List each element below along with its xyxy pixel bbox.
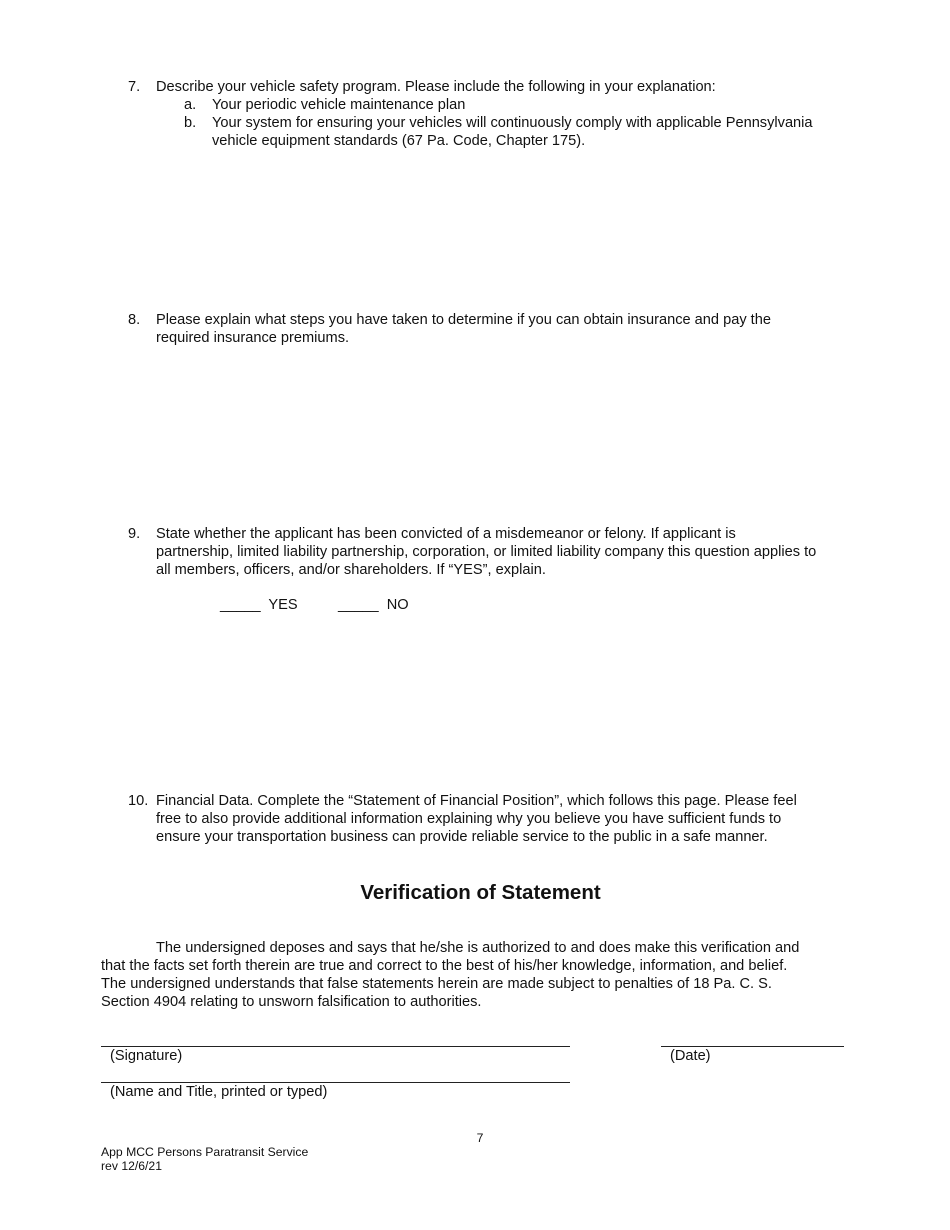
question-text: Financial Data. Complete the “Statement of Financial Position”, which follows this page. Please feel free to also provide additional information explaining why you believe you have sufficient funds to ensure your transportation business can provide reliable service to the public in a safe manner. bbox=[156, 793, 797, 845]
question-number: 9. bbox=[128, 526, 141, 542]
footer-form-name: App MCC Persons Paratransit Service bbox=[101, 1145, 309, 1159]
item-marker: a. bbox=[184, 97, 197, 113]
yes-answer-blank[interactable]: _____ YES bbox=[220, 597, 298, 613]
question-number: 8. bbox=[128, 312, 141, 328]
footer-revision: rev 12/6/21 bbox=[101, 1159, 162, 1173]
item-marker: b. bbox=[184, 115, 197, 131]
item-text: Your system for ensuring your vehicles will continuously comply with applicable Pennsylvania vehicle equipment standards (67 Pa. Code, Chapter 175). bbox=[212, 115, 813, 149]
verification-statement: The undersigned deposes and says that he/she is authorized to and does make this verification and that the facts set forth therein are true and correct to the best of his/her knowledge, information, and belief. The undersigned understands that false statements herein are made subject to penalties of 18 Pa. C. S. Section 4904 relating to unsworn falsification to authorities. bbox=[101, 940, 800, 1010]
item-text: Your periodic vehicle maintenance plan bbox=[212, 97, 466, 113]
question-number: 10. bbox=[128, 793, 149, 809]
verification-heading: Verification of Statement bbox=[360, 881, 601, 904]
question-text: Please explain what steps you have taken to determine if you can obtain insurance and pay the required insurance premiums. bbox=[156, 312, 771, 346]
no-answer-blank[interactable]: _____ NO bbox=[338, 597, 409, 613]
question-number: 7. bbox=[128, 79, 141, 95]
page-number: 7 bbox=[476, 1131, 484, 1145]
name-title-label: (Name and Title, printed or typed) bbox=[110, 1084, 328, 1100]
question-text: State whether the applicant has been convicted of a misdemeanor or felony. If applicant is partnership, limited liability partnership, corporation, or limited liability company this question applies to all members, officers, and/or shareholders. If “YES”, explain. bbox=[156, 526, 817, 578]
signature-label: (Signature) bbox=[110, 1048, 183, 1064]
date-label: (Date) bbox=[670, 1048, 711, 1064]
question-text: Describe your vehicle safety program. Please include the following in your explanation: bbox=[156, 79, 716, 95]
